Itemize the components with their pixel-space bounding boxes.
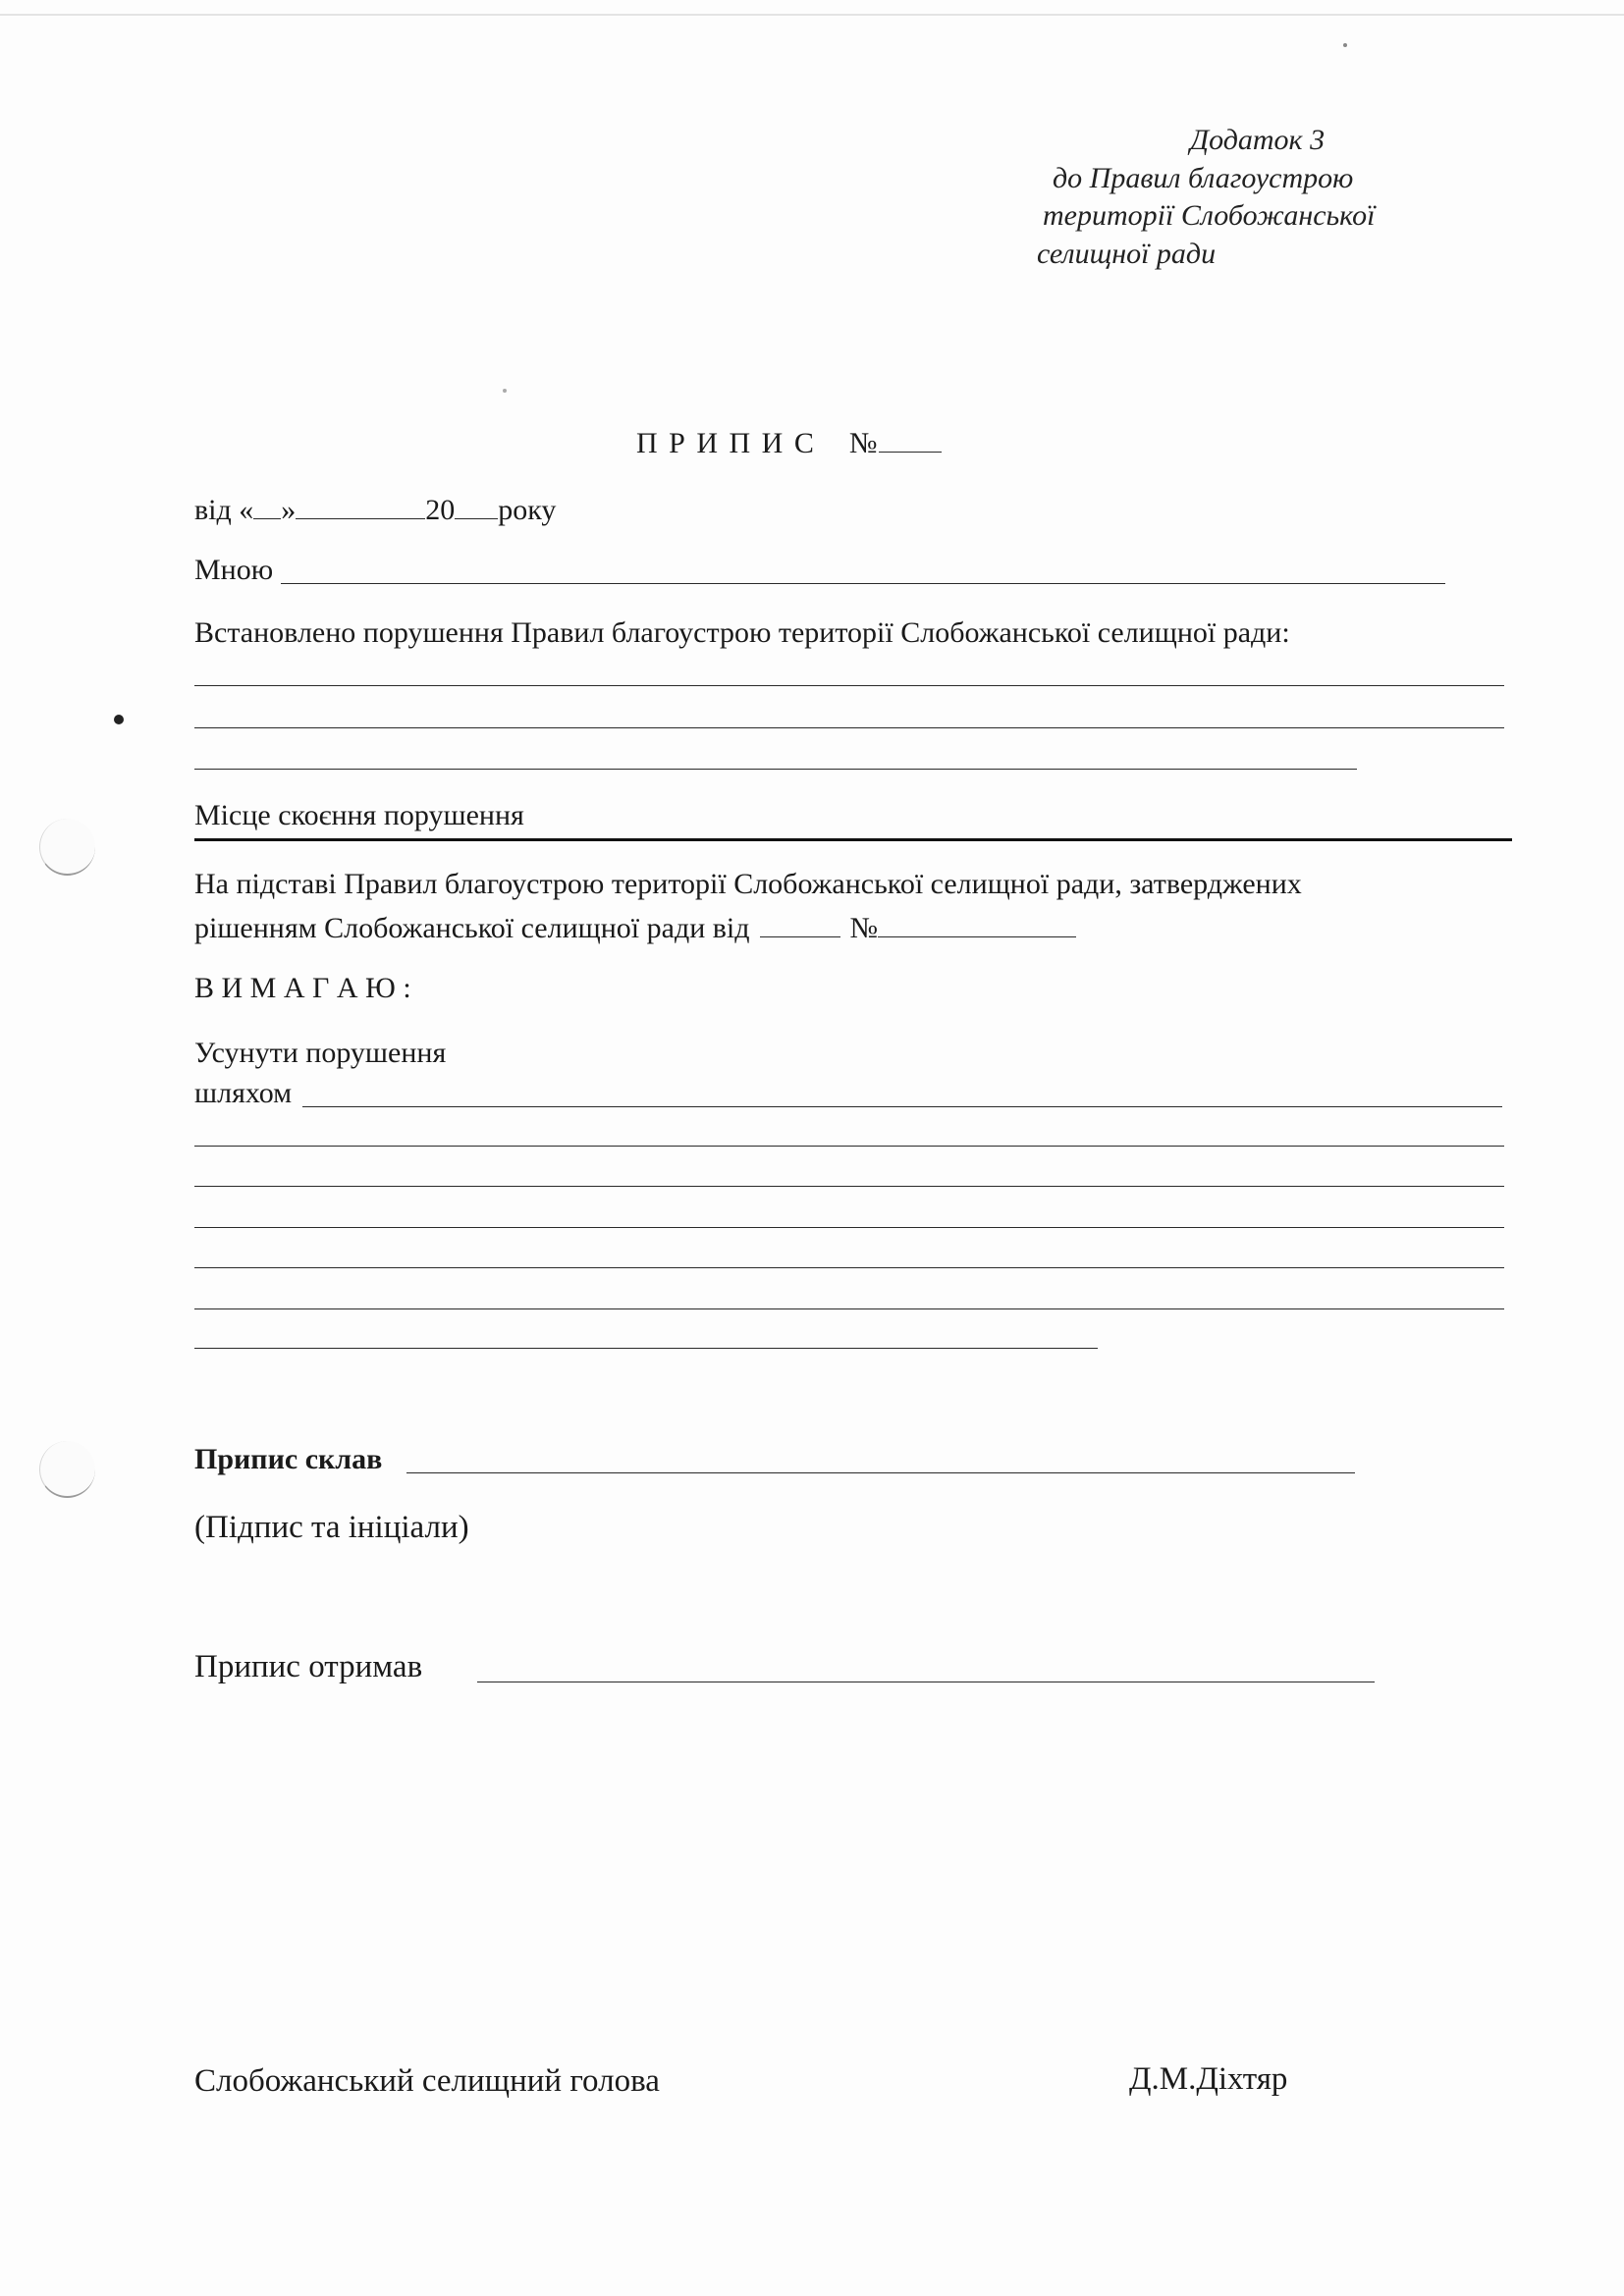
scan-edge bbox=[0, 14, 1624, 16]
remedy-field-1[interactable] bbox=[302, 1106, 1502, 1107]
remedy-field-3[interactable] bbox=[194, 1186, 1504, 1187]
place-label: Місце скоєння порушення bbox=[194, 799, 524, 831]
date-suffix: року bbox=[498, 494, 557, 526]
received-label: Припис отримав bbox=[194, 1649, 423, 1684]
remedy-line-2: шляхом bbox=[194, 1077, 293, 1109]
basis-line-2 bbox=[194, 911, 1076, 943]
remedy-field-6[interactable] bbox=[194, 1308, 1504, 1309]
remedy-line-1: Усунути порушення bbox=[194, 1037, 447, 1069]
remedy-field-2[interactable] bbox=[194, 1146, 1504, 1147]
date-line bbox=[194, 493, 556, 525]
year-blank bbox=[455, 493, 498, 519]
violation-field-3[interactable] bbox=[194, 769, 1357, 770]
scan-speck-1 bbox=[1343, 43, 1347, 47]
title-text: П Р И П И С bbox=[636, 427, 816, 459]
compiled-signature-field[interactable] bbox=[406, 1472, 1355, 1473]
document-title bbox=[636, 426, 942, 458]
title-number-sign: № bbox=[848, 427, 880, 459]
decision-date-blank[interactable] bbox=[760, 911, 840, 937]
date-century: 20 bbox=[425, 494, 456, 526]
remedy-field-7[interactable] bbox=[194, 1348, 1098, 1349]
head-name: Д.М.Діхтяр bbox=[1129, 2061, 1288, 2097]
by-me-field[interactable] bbox=[281, 583, 1445, 584]
decision-number-blank[interactable] bbox=[878, 911, 1076, 937]
punch-hole-upper bbox=[39, 819, 95, 876]
decision-number-sign: № bbox=[849, 912, 879, 944]
remedy-field-4[interactable] bbox=[194, 1227, 1504, 1228]
scan-speck-2 bbox=[503, 389, 507, 393]
remedy-field-5[interactable] bbox=[194, 1267, 1504, 1268]
appendix-line-2: до Правил благоустрою bbox=[1053, 162, 1354, 194]
by-me-label: Мною bbox=[194, 554, 274, 586]
compiled-label: Припис склав bbox=[194, 1443, 383, 1475]
date-prefix: від « bbox=[194, 494, 254, 526]
title-number-blank bbox=[879, 426, 942, 453]
violation-label: Встановлено порушення Правил благоустрою території Слобожанської селищної ради: bbox=[194, 616, 1290, 649]
violation-field-1[interactable] bbox=[194, 685, 1504, 686]
month-blank bbox=[296, 493, 425, 519]
date-close-quote: » bbox=[281, 494, 297, 526]
appendix-line-1: Додаток 3 bbox=[1190, 124, 1326, 156]
demand-label: В И М А Г А Ю : bbox=[194, 972, 411, 1004]
place-field[interactable] bbox=[194, 838, 1512, 841]
basis-line-1: На підставі Правил благоустрою території Слобожанської селищної ради, затверджених bbox=[194, 868, 1302, 900]
appendix-line-4: селищної ради bbox=[1037, 238, 1217, 270]
punch-hole-lower bbox=[39, 1441, 95, 1498]
basis-decision-text: рішенням Слобожанської селищної ради від bbox=[194, 912, 750, 944]
scan-dot bbox=[114, 715, 124, 724]
day-blank bbox=[253, 493, 281, 519]
head-position: Слобожанський селищний голова bbox=[194, 2063, 660, 2099]
appendix-line-3: території Слобожанської bbox=[1043, 199, 1376, 232]
signature-hint: (Підпис та ініціали) bbox=[194, 1510, 469, 1545]
violation-field-2[interactable] bbox=[194, 727, 1504, 728]
